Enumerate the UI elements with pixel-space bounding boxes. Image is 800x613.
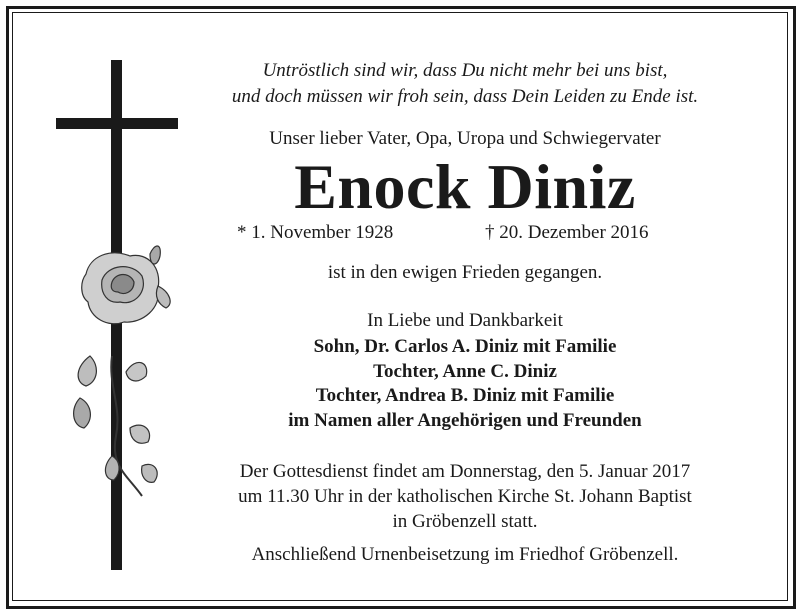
service-line: in Gröbenzell statt. bbox=[392, 511, 538, 532]
service-line: Der Gottesdienst findet am Donnerstag, den 5. Januar 2017 bbox=[239, 461, 691, 482]
mourner-line: Tochter, Andrea B. Diniz mit Familie bbox=[315, 385, 615, 406]
service-line: um 11.30 Uhr in der katholischen Kirche St. Johann Baptist bbox=[238, 486, 692, 507]
passed-away-line: ist in den ewigen Frieden gegangen. bbox=[327, 262, 603, 283]
birth-date: * 1. November 1928 bbox=[237, 222, 394, 243]
deceased-name: Enock Diniz bbox=[294, 151, 636, 222]
mourner-line: im Namen aller Angehörigen und Freunden bbox=[288, 409, 642, 431]
motto-line: Untröstlich sind wir, dass Du nicht mehr bei uns bist, bbox=[262, 60, 668, 81]
mourners-list bbox=[185, 335, 745, 433]
motto-line: und doch müssen wir froh sein, dass Dein Leiden zu Ende ist. bbox=[231, 86, 699, 107]
service-info bbox=[185, 459, 745, 534]
love-gratitude-line: In Liebe und Dankbarkeit bbox=[367, 310, 563, 331]
motto bbox=[185, 58, 745, 110]
relation-line: Unser lieber Vater, Opa, Uropa und Schwiegervater bbox=[269, 128, 661, 149]
mourner-line: Sohn, Dr. Carlos A. Diniz mit Familie bbox=[313, 336, 617, 357]
cross-horizontal-beam bbox=[56, 118, 178, 129]
cross-with-rose-icon bbox=[50, 56, 185, 576]
mourner-line: Tochter, Anne C. Diniz bbox=[373, 360, 557, 382]
burial-info: Anschließend Urnenbeisetzung im Friedhof Gröbenzell. bbox=[251, 544, 679, 565]
death-date: † 20. Dezember 2016 bbox=[485, 222, 649, 243]
